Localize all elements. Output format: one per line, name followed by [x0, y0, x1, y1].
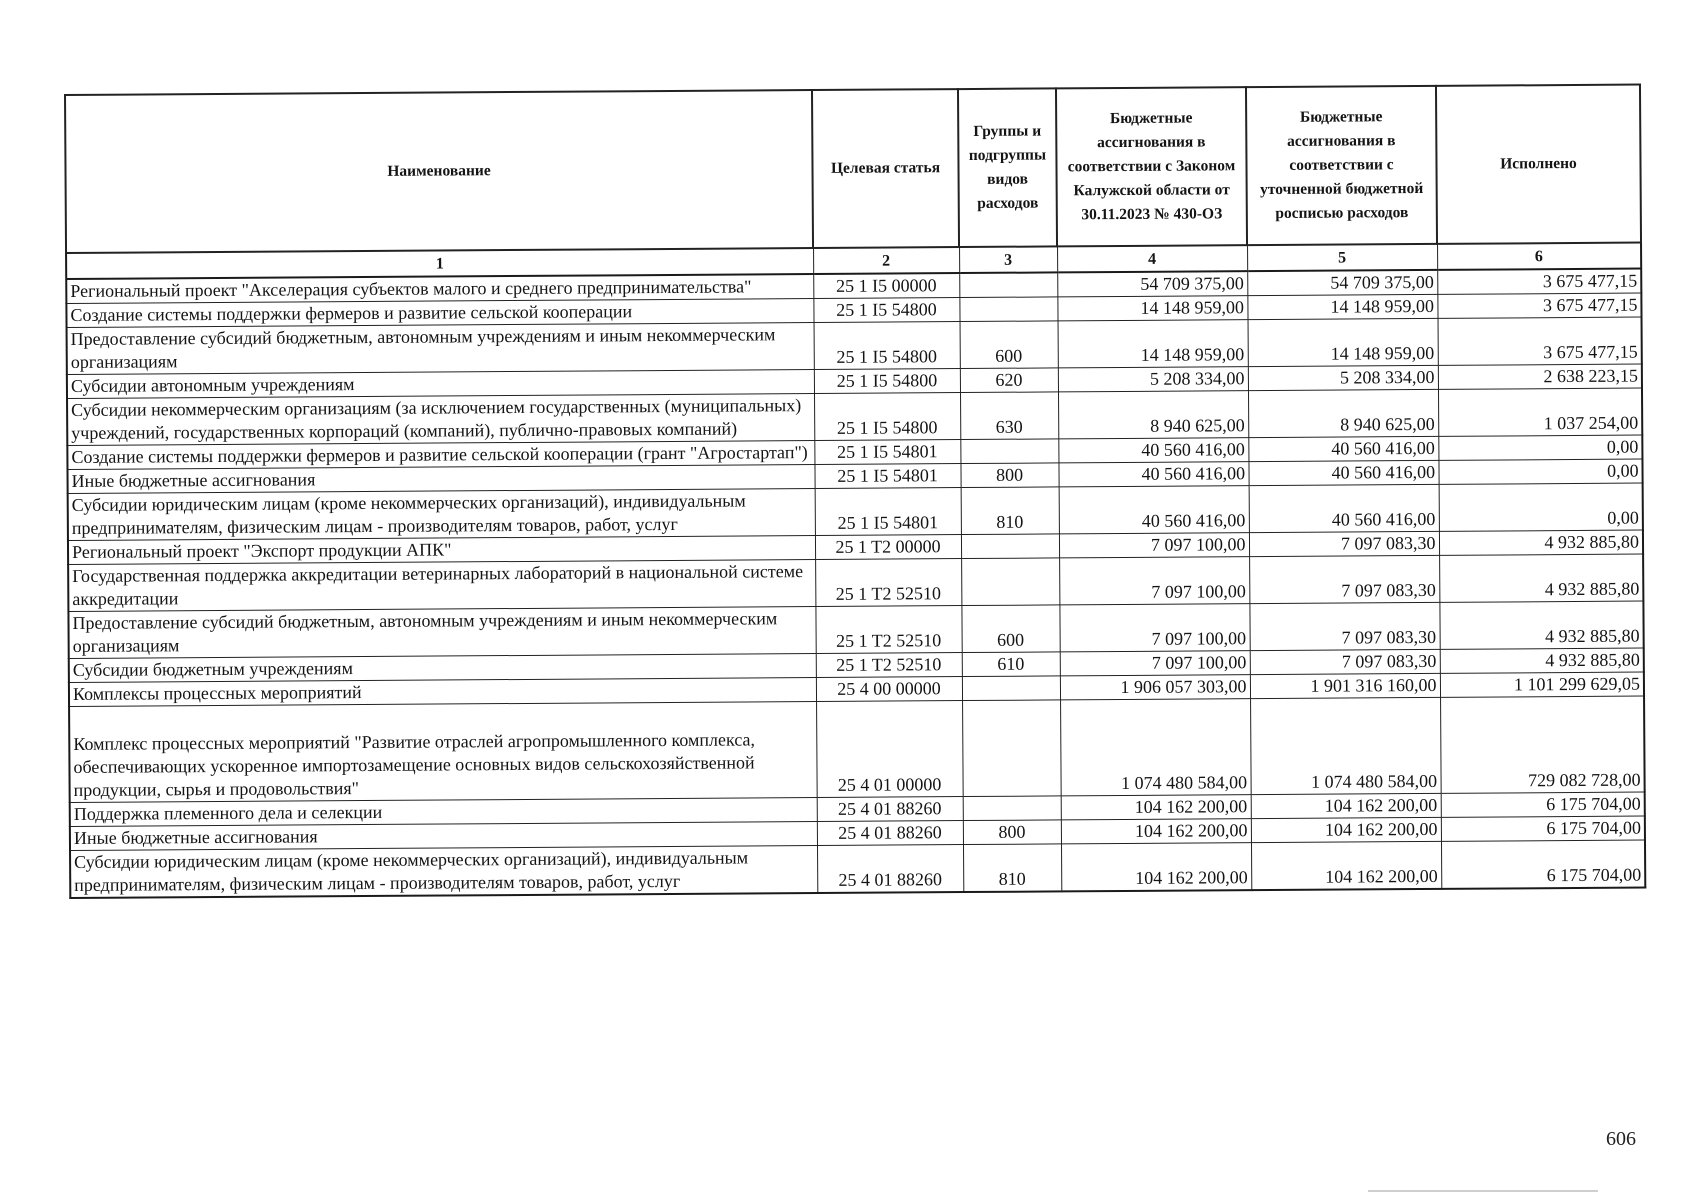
row-executed: 2 638 223,15	[1438, 364, 1642, 389]
row-law-allocation: 7 097 100,00	[1059, 557, 1249, 605]
row-law-allocation: 1 906 057 303,00	[1060, 675, 1250, 700]
row-name: Региональный проект "Экспорт продукции АПК"	[68, 536, 815, 565]
table-row	[70, 840, 1645, 898]
row-name: Предоставление субсидий бюджетным, автономным учреждениям и иным некоммерческим организациям	[67, 323, 814, 375]
row-expense-group	[959, 272, 1057, 297]
row-target-article: 25 1 I5 54801	[814, 440, 960, 465]
row-expense-group: 620	[960, 368, 1058, 393]
row-executed: 3 675 477,15	[1437, 269, 1641, 295]
row-law-allocation: 40 560 416,00	[1058, 462, 1248, 487]
row-executed: 0,00	[1438, 459, 1642, 484]
row-expense-group: 810	[963, 844, 1061, 892]
row-executed: 4 932 885,80	[1439, 554, 1643, 602]
column-number: 5	[1247, 244, 1437, 271]
row-executed: 1 037 254,00	[1438, 388, 1642, 436]
row-target-article: 25 4 01 88260	[817, 821, 963, 846]
row-refined-allocation: 5 208 334,00	[1248, 365, 1438, 390]
row-expense-group	[962, 700, 1061, 797]
row-refined-allocation: 1 074 480 584,00	[1250, 697, 1441, 794]
row-executed: 4 932 885,80	[1439, 601, 1643, 649]
row-refined-allocation: 40 560 416,00	[1249, 484, 1439, 532]
row-refined-allocation: 7 097 083,30	[1250, 649, 1440, 674]
row-name: Субсидии юридическим лицам (кроме некоммерческих организаций), индивидуальным предпринимателям, физическим лицам - производителям товаров, работ, услуг	[68, 489, 815, 541]
row-target-article: 25 1 T2 52510	[815, 559, 961, 607]
row-executed: 0,00	[1439, 483, 1643, 531]
row-expense-group: 630	[960, 392, 1058, 440]
table-header	[65, 85, 1641, 253]
row-target-article: 25 1 T2 52510	[815, 606, 961, 654]
row-name: Иные бюджетные ассигнования	[70, 822, 817, 851]
column-number: 6	[1437, 243, 1641, 270]
row-name: Субсидии некоммерческим организациям (за исключением государственных (муниципальных) учреждений, государственных корпораций (компаний), публично-правовых компаний)	[67, 394, 814, 446]
row-executed: 3 675 477,15	[1437, 293, 1641, 318]
row-refined-allocation: 40 560 416,00	[1248, 460, 1438, 485]
row-expense-group: 600	[960, 321, 1058, 369]
budget-execution-table	[64, 84, 1646, 899]
column-number: 2	[813, 247, 959, 274]
column-number: 3	[959, 246, 1057, 273]
row-law-allocation: 54 709 375,00	[1057, 271, 1247, 297]
row-expense-group: 810	[961, 487, 1059, 535]
row-name: Региональный проект "Акселерация субъектов малого и среднего предпринимательства"	[66, 274, 813, 303]
row-law-allocation: 7 097 100,00	[1060, 651, 1250, 676]
header-law-allocations: Бюджетные ассигнования в соответствии с Законом Калужской области от 30.11.2023 № 430-ОЗ	[1056, 87, 1247, 246]
row-executed: 1 101 299 629,05	[1440, 672, 1644, 697]
row-name: Комплексы процессных мероприятий	[69, 678, 816, 707]
row-executed: 3 675 477,15	[1438, 317, 1642, 365]
row-expense-group: 800	[960, 463, 1058, 488]
row-executed: 4 932 885,80	[1440, 648, 1644, 673]
scan-artifact-line	[1368, 1190, 1598, 1192]
row-name: Государственная поддержка аккредитации ветеринарных лабораторий в национальной системе аккредитации	[68, 560, 815, 612]
budget-table-sheet	[64, 84, 1644, 899]
column-number: 4	[1057, 245, 1247, 272]
row-law-allocation: 7 097 100,00	[1059, 604, 1249, 652]
row-target-article: 25 1 I5 54800	[814, 393, 960, 441]
row-refined-allocation: 104 162 200,00	[1251, 793, 1441, 818]
row-law-allocation: 104 162 200,00	[1061, 795, 1251, 820]
row-refined-allocation: 104 162 200,00	[1251, 817, 1441, 842]
row-expense-group	[963, 796, 1061, 821]
row-expense-group: 600	[961, 605, 1059, 653]
row-law-allocation: 7 097 100,00	[1059, 533, 1249, 558]
row-name: Поддержка племенного дела и селекции	[70, 798, 817, 827]
row-law-allocation: 104 162 200,00	[1061, 819, 1251, 844]
row-law-allocation: 40 560 416,00	[1059, 486, 1249, 534]
row-name: Комплекс процессных мероприятий "Развитие отраслей агропромышленного комплекса, обеспечивающих ускоренное импортозамещение основных видов сельскохозяйственной продукции, сырья и продовольствия"	[69, 702, 817, 803]
row-name: Субсидии бюджетным учреждениям	[69, 654, 816, 683]
row-name: Создание системы поддержки фермеров и развитие сельской кооперации (грант "Агростартап")	[67, 441, 814, 470]
row-refined-allocation: 7 097 083,30	[1249, 531, 1439, 556]
row-refined-allocation: 7 097 083,30	[1249, 555, 1439, 603]
row-law-allocation: 14 148 959,00	[1057, 296, 1247, 321]
row-expense-group: 610	[962, 652, 1060, 677]
row-law-allocation: 1 074 480 584,00	[1060, 699, 1251, 796]
row-refined-allocation: 104 162 200,00	[1251, 841, 1441, 890]
row-executed: 6 175 704,00	[1441, 792, 1645, 817]
row-refined-allocation: 40 560 416,00	[1248, 436, 1438, 461]
row-target-article: 25 1 I5 54800	[813, 298, 959, 323]
row-target-article: 25 4 01 88260	[817, 797, 963, 822]
row-refined-allocation: 7 097 083,30	[1249, 602, 1439, 650]
row-name: Создание системы поддержки фермеров и развитие сельской кооперации	[66, 299, 813, 328]
row-expense-group	[961, 558, 1059, 606]
row-expense-group	[960, 439, 1058, 464]
header-executed: Исполнено	[1436, 85, 1641, 244]
row-target-article: 25 1 I5 54800	[814, 369, 960, 394]
row-law-allocation: 40 560 416,00	[1058, 438, 1248, 463]
row-law-allocation: 104 162 200,00	[1061, 843, 1251, 892]
row-target-article: 25 4 01 00000	[816, 701, 963, 798]
table-row	[69, 696, 1645, 802]
header-target-article: Целевая статья	[812, 89, 959, 248]
row-refined-allocation: 8 940 625,00	[1248, 389, 1438, 437]
row-expense-group	[961, 534, 1059, 559]
row-target-article: 25 1 I5 54801	[815, 488, 961, 536]
row-refined-allocation: 14 148 959,00	[1247, 294, 1437, 319]
row-target-article: 25 4 01 88260	[817, 845, 963, 893]
row-expense-group	[962, 676, 1060, 701]
row-target-article: 25 4 00 00000	[816, 677, 962, 702]
row-expense-group	[959, 297, 1057, 322]
row-law-allocation: 8 940 625,00	[1058, 391, 1248, 439]
row-name: Субсидии юридическим лицам (кроме некоммерческих организаций), индивидуальным предпринимателям, физическим лицам - производителям товаров, работ, услуг	[70, 846, 817, 898]
column-number: 1	[66, 248, 813, 279]
row-expense-group: 800	[963, 820, 1061, 845]
row-executed: 729 082 728,00	[1440, 696, 1645, 793]
row-target-article: 25 1 I5 00000	[813, 273, 959, 298]
row-law-allocation: 14 148 959,00	[1058, 320, 1248, 368]
row-executed: 4 932 885,80	[1439, 530, 1643, 555]
header-expense-groups: Группы и подгруппы видов расходов	[958, 88, 1057, 247]
row-target-article: 25 1 T2 00000	[815, 535, 961, 560]
row-refined-allocation: 14 148 959,00	[1248, 318, 1438, 366]
row-refined-allocation: 54 709 375,00	[1247, 270, 1437, 296]
page-number: 606	[1606, 1128, 1636, 1150]
row-executed: 6 175 704,00	[1441, 816, 1645, 841]
row-executed: 0,00	[1438, 435, 1642, 460]
row-name: Субсидии автономным учреждениям	[67, 370, 814, 399]
row-name: Иные бюджетные ассигнования	[67, 465, 814, 494]
row-law-allocation: 5 208 334,00	[1058, 367, 1248, 392]
row-target-article: 25 1 I5 54800	[814, 322, 960, 370]
row-executed: 6 175 704,00	[1441, 840, 1645, 889]
row-refined-allocation: 1 901 316 160,00	[1250, 673, 1440, 698]
header-name: Наименование	[65, 90, 813, 253]
row-target-article: 25 1 T2 52510	[816, 653, 962, 678]
row-name: Предоставление субсидий бюджетным, автономным учреждениям и иным некоммерческим организациям	[68, 607, 815, 659]
row-target-article: 25 1 I5 54801	[814, 464, 960, 489]
header-refined-allocations: Бюджетные ассигнования в соответствии с уточненной бюджетной росписью расходов	[1246, 86, 1437, 245]
